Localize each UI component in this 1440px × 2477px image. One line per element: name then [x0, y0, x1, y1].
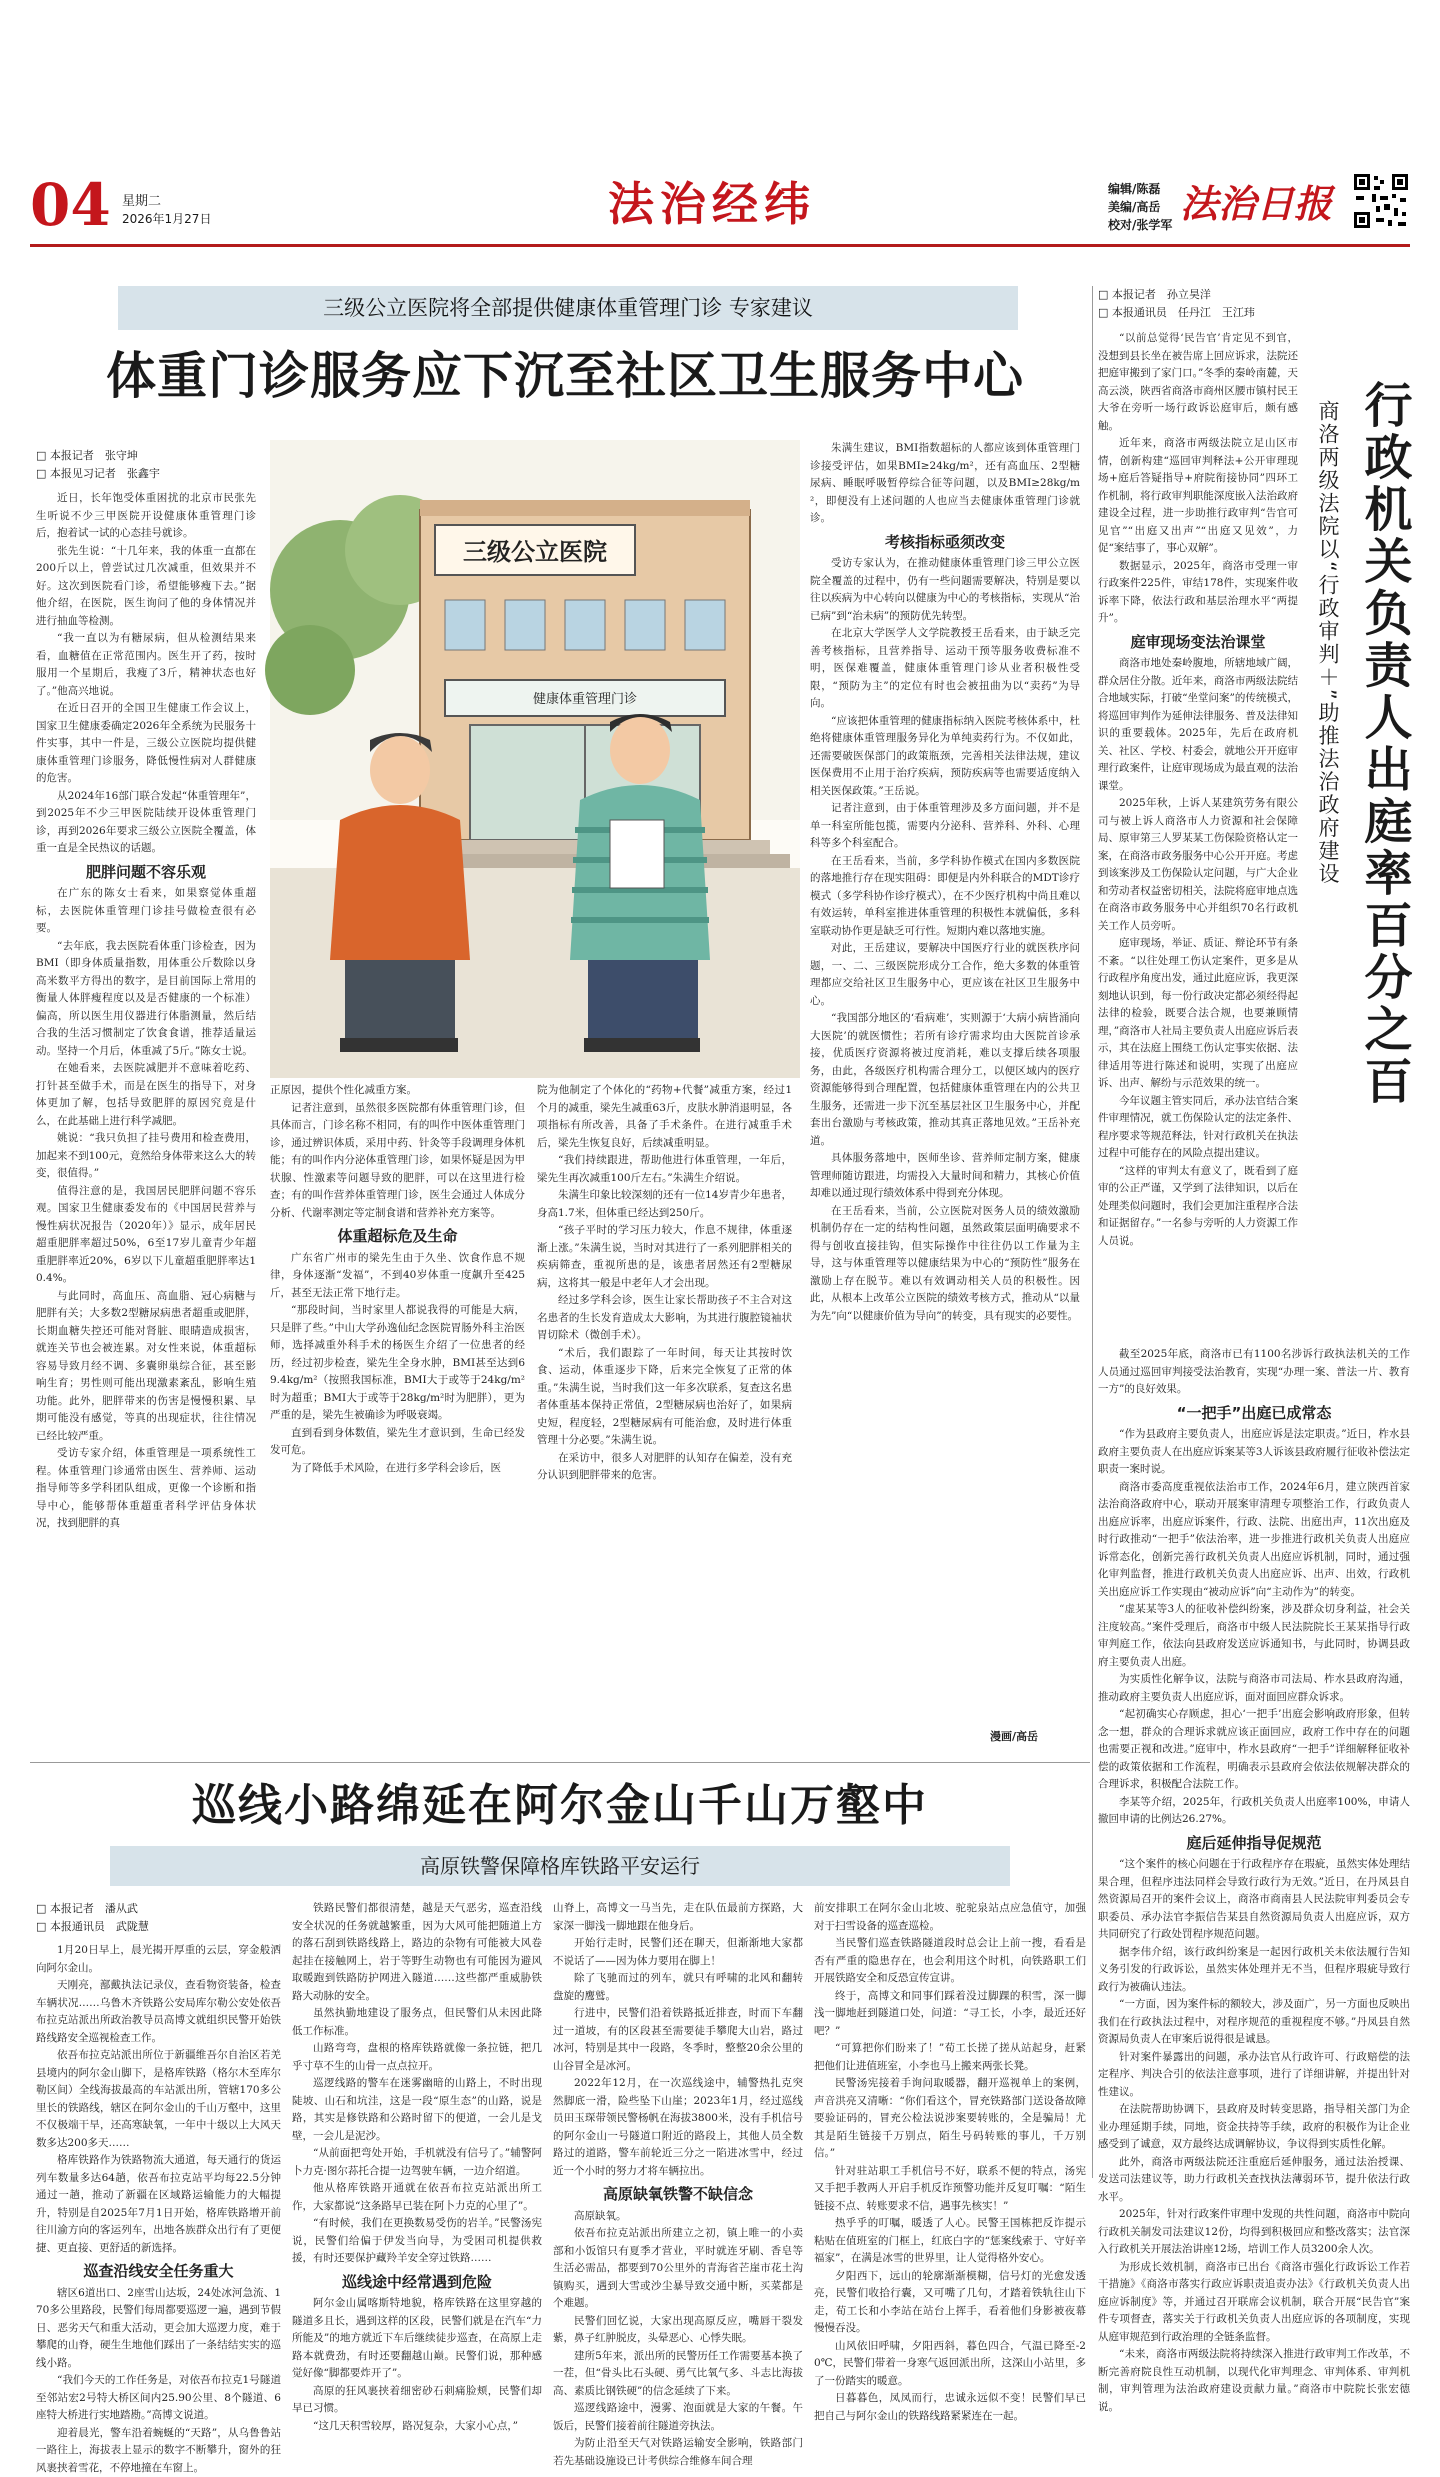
paragraph: 截至2025年底，商洛市已有1100名涉诉行政执法机关的工作人员通过巡回审判接受法治教育，实现“办理一案、普法一片、教育一方”的良好效果。	[1098, 1346, 1410, 1399]
paragraph: “这样的审判太有意义了，既看到了庭审的公正严谨，又学到了法律知识，以后在处理类似问题时，我们会更加注重程序合法和证据留存。”一名参与旁听的人力资源工作人员说。	[1098, 1163, 1298, 1251]
paragraph: 阿尔金山属喀斯特地貌，格库铁路在这里穿越的隧道多且长，遇到这样的区段，民警们就是在汽车“力所能及”的地方就近下车后继续徒步巡查，在高原上走路本就费劲，有时还要翻越山巅。民警们说，那种感觉好像“脚都要炸开了”。	[292, 2295, 542, 2383]
subheading: 肥胖问题不容乐观	[36, 864, 256, 882]
section-divider	[30, 1762, 1090, 1763]
paragraph: 今年议题主管实同后，承办法官结合案件审理情况，就工伤保险认定的法定条件、程序要求等规范释法，针对行政机关在执法过程中可能存在的风险点提出建议。	[1098, 1093, 1298, 1163]
masthead-logo: 法治日报	[1180, 176, 1332, 232]
paragraph: “这几天积雪较厚，路况复杂，大家小心点，”	[292, 2418, 542, 2436]
paragraph: 2025年秋，上诉人某建筑劳务有限公司与被上诉人商洛市人力资源和社会保障局、原审第三人罗某某工伤保险资格认定一案，在商洛市政务服务中心公开开庭。考虑到该案涉及工伤保险认定问题，与广大企业和劳动者权益密切相关，法院将庭审地点选在商洛市政务服务中心并组织70名行政机关工作人员旁听。	[1098, 795, 1298, 935]
article1-column-4	[810, 440, 1080, 1695]
article2-column-2	[292, 1900, 542, 2178]
paragraph: 在法院帮助协调下，县政府及时转变思路，指导相关部门为企业办理延期手续，同地，资金扶持等手续，政府的积极作为让企业感受到了诚意，双方最终达成调解协议，争议得到实质性化解。	[1098, 2101, 1410, 2154]
comic-drawing	[270, 440, 800, 1078]
subheading: 庭后延伸指导促规范	[1098, 1835, 1410, 1853]
paragraph: 对此，王岳建议，要解决中国医疗行业的就医秩序问题，一、二、三级医院形成分工合作，绝大多数的体重管理都应交给社区卫生服务中心，更应该在社区卫生服务中心。	[810, 940, 1080, 1010]
article1-column-1	[36, 490, 256, 1750]
paragraph: “我们今天的工作任务是，对依吾布拉克1号隧道至邻站宏2号特大桥区间内25.90公里、8个隧道、6座特大桥进行实地踏勘。”高博文说道。	[36, 2372, 281, 2425]
paragraph: 日暮暮色，凤凤而行，忠诚永远似不变！民警们早已把自己与阿尔金山的铁路线路紧紧连在一起。	[814, 2390, 1086, 2425]
paragraph: 民警们回忆说，大家出现高原反应，嘴唇干裂发紫，鼻子红肿脱皮，头晕恶心、心悸失眠。	[553, 2313, 803, 2348]
comic-credit: 漫画/高岳	[990, 1728, 1038, 1744]
paragraph: 他从格库铁路开通就在依吾布拉克站派出所工作，大家都说“这条路早已装在阿卜力克的心里了”。	[292, 2180, 542, 2215]
paragraph: 据李伟介绍，该行政纠纷案是一起因行政机关未依法履行告知义务引发的行政诉讼，虽然实体处理并无不当，但程序瑕疵导致行政行为被确认违法。	[1098, 1944, 1410, 1997]
column-divider	[1092, 286, 1093, 2178]
paragraph: 为了降低手术风险，在进行多学科会诊后，医	[270, 1460, 525, 1478]
paragraph: 当民警们巡查铁路隧道段时总会让上前一搜，看看是否有严重的隐患存在，也会利用这个时机，向铁路职工们开展铁路安全和反恐宣传宣讲。	[814, 1935, 1086, 1988]
article2-subhead: 高原铁警保障格库铁路平安运行	[110, 1846, 1010, 1886]
subheading: 巡线途中经常遇到危险	[292, 2274, 542, 2292]
paragraph: 数据显示，2025年，商洛市受理一审行政案件225件，审结178件，实现案件收诉率下降，依法行政和基层治理水平“两提升”。	[1098, 558, 1298, 628]
paragraph: “术后，我们跟踪了一年时间，每天让其按时饮食、运动，体重逐步下降，后来完全恢复了正常的体重。”朱满生说，当时我们这一年多次联系，复查这名患者体重基本保持正常值，2型糖尿病也治好了，如果病史短，程度轻，2型糖尿病有可能治愈，及时进行体重管理十分必要。”朱满生说。	[537, 1345, 792, 1450]
paragraph: “孩子平时的学习压力较大，作息不规律，体重逐渐上涨。”朱满生说，当时对其进行了一系列肥胖相关的疾病筛查，重视所患的是，该患者居然还有2型糖尿病，这将其一般是中老年人才会出现。	[537, 1222, 792, 1292]
paragraph: 2022年12月，在一次巡线途中，辅警热扎克突然脚底一滑，险些坠下山崖；2023年1月，经过巡线员田玉琛带领民警杨帆在海拔3800米，没有手机信号的阿尔金山一号隧道口附近的路段上，其他人员全数路过的道路，警车前轮近三分之一陷进冰雪中，经过近一个小时的努力才将车辆拉出。	[553, 2075, 803, 2180]
paragraph: 商洛市地处秦岭腹地，所辖地域广阔，群众居住分散。近年来，商洛市两级法院结合地域实际，打破“坐堂问案”的传统模式，将巡回审判作为延伸法律服务、普及法律知识的重要载体。2025年，先后在政府机关、社区、学校、村委会，就地公开开庭审理行政案件，让庭审现场成为最直观的法治课堂。	[1098, 655, 1298, 795]
paragraph: 广东省广州市的梁先生由于久坐、饮食作息不规律，身体逐渐“发福”，不到40岁体重一度飙升至425斤，甚至无法正常下地行走。	[270, 1250, 525, 1303]
subheading: 考核指标亟须改变	[810, 534, 1080, 552]
paragraph: 正原因，提供个性化减重方案。	[270, 1082, 525, 1100]
paragraph: 巡逻线路的警车在迷雾幽暗的山路上，不时出现陡坡、山石和坑洼，这是一段“原生态”的山路，说是路，其实是修铁路和公路时留下的便道，一会儿是戈壁，一会儿是泥沙。	[292, 2075, 542, 2145]
staff-designer: 美编/高岳	[1108, 198, 1160, 215]
article1-kicker-band	[118, 286, 1018, 330]
paragraph: 行进中，民警们沿着铁路抵近排查，时而下车翻过一道坡，有的区段甚至需要徒手攀爬大山岩，路过冰河，特别是其中一段路，冬季时，整整20余公里的山谷冒全是冰河。	[553, 2005, 803, 2075]
paragraph: 铁路民警们都很清楚，越是天气恶劣，巡查沿线安全状况的任务就越繁重，因为大风可能把随道上方的落石刮到铁路线路上，路边的杂物有可能被大风卷起挂在接触网上，岩于等野生动物也有可能因为避风取暖跑到铁路防护网进入隧道……这些都严重威胁铁路大动脉的安全。	[292, 1900, 542, 2005]
paragraph: 近日，长年饱受体重困扰的北京市民张先生听说不少三甲医院开设健康体重管理门诊后，抱着试一试的心态挂号就诊。	[36, 490, 256, 543]
paragraph: 迎着晨光，警车沿着蜿蜒的“天路”，从乌鲁鲁站一路往上，海拔表上显示的数字不断攀升，窗外的狂风裹挟着雪花，不停地撞在车窗上。	[36, 2425, 281, 2477]
paragraph: “起初确实心存顾虑，担心‘一把手’出庭会影响政府形象，但转念一想，群众的合理诉求就应该正面回应，政府工作中存在的问题也需要正视和改进。”庭审中，柞水县政府“一把手”详细解释征收补偿的政策依据和工作流程，明确表示县政府会依法依规解决群众的合理诉求，积极配合法院工作。	[1098, 1706, 1410, 1794]
paragraph: 山风依旧呼啸，夕阳西斜，暮色四合，气温已降至-20℃，民警们带着一身寒气返回派出所，这深山小站里，多了一份踏实的暖意。	[814, 2338, 1086, 2391]
paragraph: 此外，商洛市两级法院还注重庭后延伸服务，通过法治授课、发送司法建议等，助力行政机关查找执法薄弱环节，提升依法行政水平。	[1098, 2154, 1410, 2207]
paragraph: 热乎乎的叮嘱，暖透了人心。民警王国栋把反诈提示粘贴在值班室的门框上，红底白字的“惩案线索于、守好辛福家”，在满是冰雪的世界里，让人觉得格外安心。	[814, 2215, 1086, 2268]
paragraph: 受访专家认为，在推动健康体重管理门诊三甲公立医院全覆盖的过程中，仍有一些问题需要解决，特别是要以往以疾病为中心转向以健康为中心的考核指标，实现从“治已病”到“治未病”的预防优先转型。	[810, 555, 1080, 625]
paragraph: 张先生说：“十几年来，我的体重一直都在200斤以上，曾尝试过几次减重，但效果并不好。这次到医院看门诊，希望能够瘦下去。”据他介绍，在医院，医生询问了他的身体情况并进行抽血等检测。	[36, 543, 256, 631]
paragraph: 高原的狂风裹挟着细密砂石刺痛脸颊，民警们却早已习惯。	[292, 2383, 542, 2418]
paragraph: 从2024年16部门联合发起“体重管理年”，到2025年不少三甲医院陆续开设体重管理门诊，再到2026年要求三级公立医院全覆盖，体重一直是全民热议的话题。	[36, 788, 256, 858]
subheading: 体重超标危及生命	[270, 1228, 525, 1246]
article1-byline-intern: □ 本报见习记者 张鑫宇	[36, 465, 160, 483]
paragraph: “去年底，我去医院看体重门诊检查，因为BMI（即身体质量指数，用体重公斤数除以身高米数平方得出的数字，是目前国际上常用的衡量人体胖瘦程度以及是否健康的一个标准）偏高，所以医生用仪器进行体脂测量，然后结合我的生活习惯制定了饮食食谱，推荐适量运动。坚持一个月后，体重减了5斤。”陈女士说。	[36, 938, 256, 1061]
paragraph: 格库铁路作为铁路物流大通道，每天通行的货运列车数量多达64趟，依吾布拉克站平均每22.5分钟通过一趟，推动了新疆在区域路运输能力的大幅提升，特别是自2025年7月1日开始，格库铁路增开前往川渝方向的客运列车，出地各族群众出行有了更便捷、更直接、更舒适的新选择。	[36, 2152, 281, 2257]
paragraph: 民警汤宪接着手询问取暖器，翻开巡视单上的案例，声音洪亮又清晰：“你们看这个，冒充铁路部门送设备故障要验证码的，冒充公检法说涉案要转账的，全是骗局！尤其是陌生链接千万别点，陌生号码转账的事儿，千万别信。”	[814, 2075, 1086, 2163]
paragraph: 在采访中，很多人对肥胖的认知存在偏差，没有充分认识到肥胖带来的危害。	[537, 1450, 792, 1485]
paragraph: 终于，高博文和同事们踩着没过脚踝的积雪，深一脚浅一脚地赶到隧道口处，问道：“寻工长，小李，最近还好吧？”	[814, 1988, 1086, 2041]
paragraph: 高原缺氧。	[553, 2208, 803, 2226]
paragraph: 在近日召开的全国卫生健康工作会议上，国家卫生健康委确定2026年全系统为民服务十件实事，其中一件是，三级公立医院均提供健康体重管理门诊服务，降低慢性病对人群健康的危害。	[36, 700, 256, 788]
paragraph: 商洛市委高度重视依法治市工作，2024年6月，建立陕西首家法治商洛政府中心，联动开展案审清理专项整治工作，行政负责人出庭应诉率，出庭应诉案件，行政、法院、出庭出声，11次出庭及时行政推动“一把手”依法治率，进一步推进行政机关负责人出庭应诉常态化，创新完善行政机关负责人出庭应诉机制，同时，通过强化审判监督，推进行政机关负责人出庭应诉、出声、出效，行政机关出庭应诉工作实现由“被动应诉”向“主动作为”的转变。	[1098, 1479, 1410, 1602]
paragraph: 夕阳西下，远山的轮廓渐渐模糊，信号灯的光愈发透亮，民警们收拾行囊，又可嘴了几句，才踏着铁轨往山下走，荀工长和小李站在站台上挥手，看着他们身影被夜幕慢慢吞没。	[814, 2268, 1086, 2338]
subheading: 高原缺氧铁警不缺信念	[553, 2186, 803, 2204]
paragraph: 天刚亮，鄯戴执法记录仪，查看物资装备，检查车辆状况……乌鲁木齐铁路公安局库尔勒公安处依吾布拉克站派出所政治教导员高博文就组织民警开始铁路线路安全巡视检查工作。	[36, 1977, 281, 2047]
paragraph: 记者注意到，虽然很多医院都有体重管理门诊，但具体而言，门诊名称不相同，有的叫作中医体重管理门诊，通过辨识体质，采用中药、针灸等手段调理身体机能；有的叫作内分泌体重管理门诊，如果怀疑是因为甲状腺、性激素等问题导致的肥胖，可以在这里进行检查；有的叫作营养体重管理门诊，医生会通过人体成分分析、代谢率测定等定制食谱和营养补充方案等。	[270, 1100, 525, 1223]
paragraph: 辖区6道出口、2座雪山达坂，24处冰河急流、170多公里路段，民警们每周都要巡逻一遍，遇到节假日、恶劣天气和重大活动，更会加大巡逻力度，难于攀爬的山脊，硬生生地他们踩出了一条结结实实的巡线小路。	[36, 2285, 281, 2373]
subheading: 庭审现场变法治课堂	[1098, 634, 1298, 652]
paragraph: 记者注意到，由于体重管理涉及多方面问题，并不是单一科室所能包揽，需要内分泌科、营养科、外科、心理科等多个科室配合。	[810, 800, 1080, 853]
paragraph: 虽然执勤地建设了服务点，但民警们从未因此降低工作标准。	[292, 2005, 542, 2040]
paragraph: 除了飞驰而过的列车，就只有呼啸的北风和翻转盘旋的鹰鹫。	[553, 1970, 803, 2005]
subheading: 巡查沿线安全任务重大	[36, 2263, 281, 2281]
paragraph: “一方面，因为案件标的额较大，涉及面广，另一方面也反映出我们在行政执法过程中，对程序规范的重视程度不够。”丹凤县自然资源局负责人在审案后说得很是诚恳。	[1098, 1996, 1410, 2049]
article1-headline: 体重门诊服务应下沉至社区卫生服务中心	[35, 340, 1095, 412]
article1-kicker: 三级公立医院将全部提供健康体重管理门诊 专家建议	[118, 286, 1018, 330]
paragraph: 依吾布拉克站派出所建立之初，镇上唯一的小卖部和小饭馆只有夏季才营业，平时就连牙刷、香皂等生活必需品，都要到70公里外的青海省芒崖市花土沟镇购买，遇到大雪或沙尘暴导致交通中断，买菜都是个难题。	[553, 2225, 803, 2313]
article2-byline-reporter: □ 本报记者 潘从武	[36, 1900, 138, 1918]
paragraph: 山脊上，高博文一马当先，走在队伍最前方探路，大家深一脚浅一脚地跟在他身后。	[553, 1900, 803, 1935]
header-rule	[30, 244, 1410, 247]
paragraph: 山路弯弯，盘根的格库铁路就像一条拉链，把几乎寸草不生的山骨一点点拉开。	[292, 2040, 542, 2075]
paragraph: 经过多学科会诊，医生让家长帮助孩子不主合对这名患者的生长发育造成太大影响，为其进行腹腔镜袖状胃切除术（微创手术）。	[537, 1292, 792, 1345]
page-number: 04	[30, 170, 111, 240]
staff-editor: 编辑/陈磊	[1108, 180, 1160, 197]
paragraph: 值得注意的是，我国居民肥胖问题不容乐观。国家卫生健康委发布的《中国居民营养与慢性病状况报告（2020年）》显示，成年居民超重肥胖率超过50%，6至17岁儿童青少年超重肥胖率近20%，6岁以下儿童超重肥胖率达10.4%。	[36, 1183, 256, 1288]
paragraph: “这个案件的核心问题在于行政程序存在瑕疵，虽然实体处理结果合理，但程序违法同样会导致行政行为无效。”近日，在丹凤县自然资源局召开的案件会议上，商洛市商南县人民法院审判委员会专职委员、承办法官李振信告某县自然资源局负责人出庭应诉，双方共同研究了行政处罚程序规范问题。	[1098, 1856, 1410, 1944]
paragraph: 建所5年来，派出所的民警历任工作需要基本换了一茬，但“骨头比石头硬、勇气比氧气多、斗志比海拔高、素质比钢铁硬”的信念延续了下来。	[553, 2348, 803, 2401]
article2-headline: 巡线小路绵延在阿尔金山千山万壑中	[30, 1774, 1090, 1838]
paragraph: 为防止沿至天气对铁路运输安全影响，铁路部门若先基础设施设已计考供综合维修车间合理	[553, 2435, 803, 2470]
article2-byline-correspondent: □ 本报通讯员 武陇慧	[36, 1918, 149, 1936]
paragraph: “虚某某等3人的征收补偿纠纷案，涉及群众切身利益，社会关注度较高。”案件受理后，商洛市中级人民法院院长王某某指导行政审判庭工作，依法向县政府发送应诉通知书，与此同时，协调县政府主要负责人出庭。	[1098, 1601, 1410, 1671]
paragraph: 1月20日早上，晨光揭开厚重的云层，穿金般洒向阿尔金山。	[36, 1942, 281, 1977]
paragraph: “从前面把弯处开始，手机就没有信号了。”辅警阿卜力克·图尔荪托合提一边驾驶车辆，一边介绍道。	[292, 2145, 542, 2180]
paragraph: 受访专家介绍，体重管理是一项系统性工程。体重管理门诊通常由医生、营养师、运动指导师等多学科团队组成，更像一个诊断和指导中心，能够帮体重超重者科学评估身体状况，找到肥胖的真	[36, 1445, 256, 1533]
article2-subhead-band	[110, 1846, 1010, 1886]
paragraph: “那段时间，当时家里人都说我得的可能是大病，只是胖了些。”中山大学孙逸仙纪念医院胃肠外科主治医师，选择减重外科手术的杨医生介绍了一位患者的经历，经过初步检查，梁先生全身水肿，BMI甚至达到69.4kg/m²（按照我国标准，BMI大于或等于24kg/m²时为超重；BMI大于或等于28kg/m²时为肥胖），更为严重的是，梁先生被确诊为呼吸衰竭。	[270, 1302, 525, 1425]
article3-headline: 行政机关负责人出庭率百分之百	[1354, 380, 1414, 1108]
paragraph: 依吾布拉克站派出所位于新疆维吾尔自治区若羌县境内的阿尔金山脚下，是格库铁路（格尔木至库尔勒区间）全线海拔最高的车站派出所，管辖170多公里长的铁路线，辖区在阿尔金山的千山万壑中，这里不仅极端干旱，还高寒缺氧，一年中十级以上大风天数多达200多天……	[36, 2047, 281, 2152]
paragraph: 院为他制定了个体化的“药物+代餐”减重方案，经过1个月的减重，梁先生减重63斤，皮肤水肿消退明显，各项指标有所改善，具备了手术条件。在进行减重手术后，梁先生恢复良好，后续减重明显。	[537, 1082, 792, 1152]
paragraph: 在北京大学医学人文学院教授王岳看来，由于缺乏完善考核指标，且营养指导、运动干预等服务收费标准不明，医保难覆盖，健康体重管理门诊从业者积极性受限，“预防为主”的定位有时也会被扭曲为以“卖药”为导向。	[810, 625, 1080, 713]
paragraph: “作为县政府主要负责人，出庭应诉是法定职责。”近日，柞水县政府主要负责人在出庭应诉案某等3人诉该县政府履行征收补偿法定职责一案时说。	[1098, 1426, 1410, 1479]
comic-clinic-sign: 健康体重管理门诊	[533, 691, 637, 707]
paragraph: “有时候，我们在更换数易受伤的岩羊。”民警汤宪说，民警们给偏于伊发当向导，为受困司机提供救援，有时还要保护藏羚羊安全穿过铁路……	[292, 2215, 542, 2268]
paragraph: 庭审现场，举证、质证、辩论环节有条不紊。“以往处理工伤认定案件，更多是从行政程序角度出发，通过此庭应诉，我更深刻地认识到，每一份行政决定都必须经得起法律的检验，既要合法合规，也要兼顾情理，”商洛市人社局主要负责人出庭应诉后表示，其在法庭上围绕工伤认定事实依据、法律适用等进行陈述和说明，实现了出庭应诉、出声、解纷与示范效果的统一。	[1098, 935, 1298, 1093]
paragraph: 近年来，商洛市两级法院立足山区市情，创新构建“巡回审判释法+公开审理现场+庭后答疑指导+府院衔接协同”四环工作机制，将行政审判职能深度嵌入法治政府建设全过程，进一步助推行政审判“告官可见官”“出庭又出声”“出庭又见效”，力促“案结事了，事心双解”。	[1098, 435, 1298, 558]
article3-bottom-column	[1098, 1346, 1410, 2178]
article3-byline-reporter: □ 本报记者 孙立昊洋	[1098, 286, 1211, 304]
paragraph: “我一直以为有糖尿病，但从检测结果来看，血糖值在正常范围内。医生开了药，按时服用一个星期后，我瘦了3斤，精神状态也好了。”他高兴地说。	[36, 630, 256, 700]
page-header	[30, 170, 1410, 242]
paragraph: 在她看来，去医院减肥并不意味着吃药、打针甚至做手术，而是在医生的指导下，对身体更加了解，包括导致肥胖的原因究竟是什么，在此基础上进行科学减肥。	[36, 1060, 256, 1130]
paragraph: 前安排职工在阿尔金山北坡、驼驼泉站点应急值守，加强对于扫雪设备的巡查巡检。	[814, 1900, 1086, 1935]
issue-date: 2026年1月27日	[122, 210, 211, 227]
paragraph: “未来，商洛市两级法院将持续深入推进行政审判工作改革，不断完善府院良性互动机制，以现代化审判理念、审判体系、审判机制，审判管理为法治政府建设贡献力量。”商洛市中院院长张宏德说。	[1098, 2346, 1410, 2416]
article1-column-2	[270, 1082, 525, 1750]
paragraph: 姚说：“我只负担了挂号费用和检查费用，加起来不到100元，竟然给身体带来这么大的转变，很值得。”	[36, 1130, 256, 1183]
paragraph: 巡逻线路途中，漫雾、泡面就是大家的午餐。午饭后，民警们接着前往隧道旁执法。	[553, 2400, 803, 2435]
paragraph: 在王岳看来，当前，多学科协作模式在国内多数医院的落地推行存在现实阻碍：即便是内外科联合的MDT诊疗模式（多学科协作诊疗模式），在不少医疗机构中尚且难以有效运转，单科室推进体重管理的积极性本就偏低，多科室联动协作更是缺乏可行性。短期内难以落地实施。	[810, 853, 1080, 941]
subheading: “一把手”出庭已成常态	[1098, 1405, 1410, 1423]
paragraph: 朱满生印象比较深刻的还有一位14岁青少年患者，身高1.7米，但体重已经达到250斤。	[537, 1187, 792, 1222]
paragraph: “我们持续跟进，帮助他进行体重管理，一年后，梁先生再次减重100斤左右。”朱满生介绍说。	[537, 1152, 792, 1187]
article2-column-3	[553, 1900, 803, 2178]
article1-column-3	[537, 1082, 792, 1750]
paragraph: 直到看到身体数值，梁先生才意识到，生命已经发发可危。	[270, 1425, 525, 1460]
paragraph: 李某等介绍，2025年，行政机关负责人出庭率100%，申请人撤回申请的比例达26.27%。	[1098, 1794, 1410, 1829]
paragraph: “可算把你们盼来了！”荀工长搓了搓从站起身，赶紧把他们让进值班室，小李也马上搬来两张长凳。	[814, 2040, 1086, 2075]
paragraph: 为实质性化解争议，法院与商洛市司法局、柞水县政府沟通，推动政府主要负责人出庭应诉，面对面回应群众诉求。	[1098, 1671, 1410, 1706]
paragraph: 在广东的陈女士看来，如果察觉体重超标，去医院体重管理门诊挂号做检查很有必要。	[36, 885, 256, 938]
paragraph: “应该把体重管理的健康指标纳入医院考核体系中，杜绝将健康体重管理服务异化为单纯卖药行为。不仅如此，还需要破医保部门的政策瓶颈，完善相关法律法规，建议医保费用不止用于治疗疾病，预防疾病等也需要适度纳入相关医保政策。”王岳说。	[810, 713, 1080, 801]
paragraph: 针对案件暴露出的问题，承办法官从行政许可、行政赔偿的法定程序、判决合引的依法注意事项，进行了详细讲解，并提出针对性建议。	[1098, 2049, 1410, 2102]
article2-column-1	[36, 1942, 281, 2178]
paragraph: 开始行走时，民警们还在聊天，但渐渐地大家都不说话了——因为体力要用在脚上！	[553, 1935, 803, 1970]
paragraph: 2025年，针对行政案件审理中发现的共性问题，商洛市中院向行政机关制发司法建议12份，均得到积极回应和整改落实；法官深入行政机关开展法治讲座12场，培训工作人员3200余人次。	[1098, 2206, 1410, 2259]
article3-byline-correspondent: □ 本报通讯员 任丹江 王江玮	[1098, 304, 1255, 322]
comic-illustration	[270, 440, 800, 1078]
comic-hospital-sign: 三级公立医院	[463, 538, 607, 566]
paragraph: 为形成长效机制，商洛市已出台《商洛市强化行政诉讼工作若干措施》《商洛市落实行政应诉职责追责办法》《行政机关负责人出庭应诉制度》等，并通过召开联席会议机制，联合开展“民告官”案件专项督查，落实关于行政机关负责人出庭应诉的各项制度，实现从庭审规范到行政治理的全链条监督。	[1098, 2259, 1410, 2347]
article3-top-column	[1098, 330, 1298, 1342]
article2-column-4	[814, 1900, 1086, 2178]
paragraph: 朱满生建议，BMI指数超标的人都应该到体重管理门诊接受评估，如果BMI≥24kg/m²，还有高血压、2型糖尿病、睡眠呼吸暂停综合征等问题，以及BMI≥28kg/m²，即便没有上述问题的人也应当去健康体重管理门诊就诊。	[810, 440, 1080, 528]
paragraph: “以前总觉得‘民告官’肯定见不到官，没想到县长坐在被告席上回应诉求，法院还把庭审搬到了家门口。”冬季的秦岭南麓，天高云淡，陕西省商洛市商州区腰市镇村民王大爷在旁听一场行政诉讼庭审后，颇有感触。	[1098, 330, 1298, 435]
paragraph: “我国部分地区的‘看病难’，实则源于‘大病小病皆涌向大医院’的就医惯性；若所有诊疗需求均由大医院首诊承接，优质医疗资源将被过度消耗，难以支撑后续各项服务，由此，各级医疗机构需合理分工，以便区域内的医疗资源能够得到合理配置，包括健康体重管理在内的公共卫生服务，还需进一步下沉至基层社区卫生服务中心，并配套出台激励与考核政策，推动其真正落地见效。”王岳补充道。	[810, 1010, 1080, 1150]
article1-byline-reporter: □ 本报记者 张守坤	[36, 447, 138, 465]
paragraph: 与此同时，高血压、高血脂、冠心病糖与肥胖有关；大多数2型糖尿病患者超重或肥胖，长期血糖失控还可能对肾脏、眼睛造成损害，就连关节也会被连累。对女性来说，体重超标容易导致月经不调、多囊卵巢综合征，甚至影响生育；男性则可能出现激素紊乱，影响生殖功能。此外，肥胖带来的伤害是慢慢积累、早期可能没有感觉，等真的出现症状，往往情况已经比较严重。	[36, 1288, 256, 1446]
paragraph: 在王岳看来，当前，公立医院对医务人员的绩效激励机制仍存在一定的结构性问题，虽然政策层面明确要求不得与创收直接挂钩，但实际操作中往往仍以工作量为主导，这与体重管理等以健康结果为中心的“预防性”服务在激励上存在脱节。难以有效调动相关人员的积极性。因此，从根本上改革公立医院的绩效考核方式，推动从“以量为先”向“以健康价值为导向”的转变，具有现实的必要性。	[810, 1203, 1080, 1326]
weekday: 星期二	[122, 190, 161, 209]
paragraph: 具体服务落地中，医师坐诊、营养师定制方案，健康管理师随访跟进，均需投入大量时间和精力，其核心价值却难以通过现行绩效体系中得到充分体现。	[810, 1150, 1080, 1203]
staff-proofreader: 校对/张学军	[1108, 216, 1172, 233]
qr-code-icon	[1352, 172, 1410, 230]
section-title: 法治经纬	[608, 172, 816, 236]
paragraph: 针对驻站职工手机信号不好，联系不便的特点，汤宪又手把手教两人开启手机反诈预警功能并反复叮嘱：“陌生链接不点、转账要求不信，遇事先核实！”	[814, 2163, 1086, 2216]
article3-subhead: 商洛两级法院以“行政审判＋”助推法治政府建设	[1310, 400, 1346, 886]
